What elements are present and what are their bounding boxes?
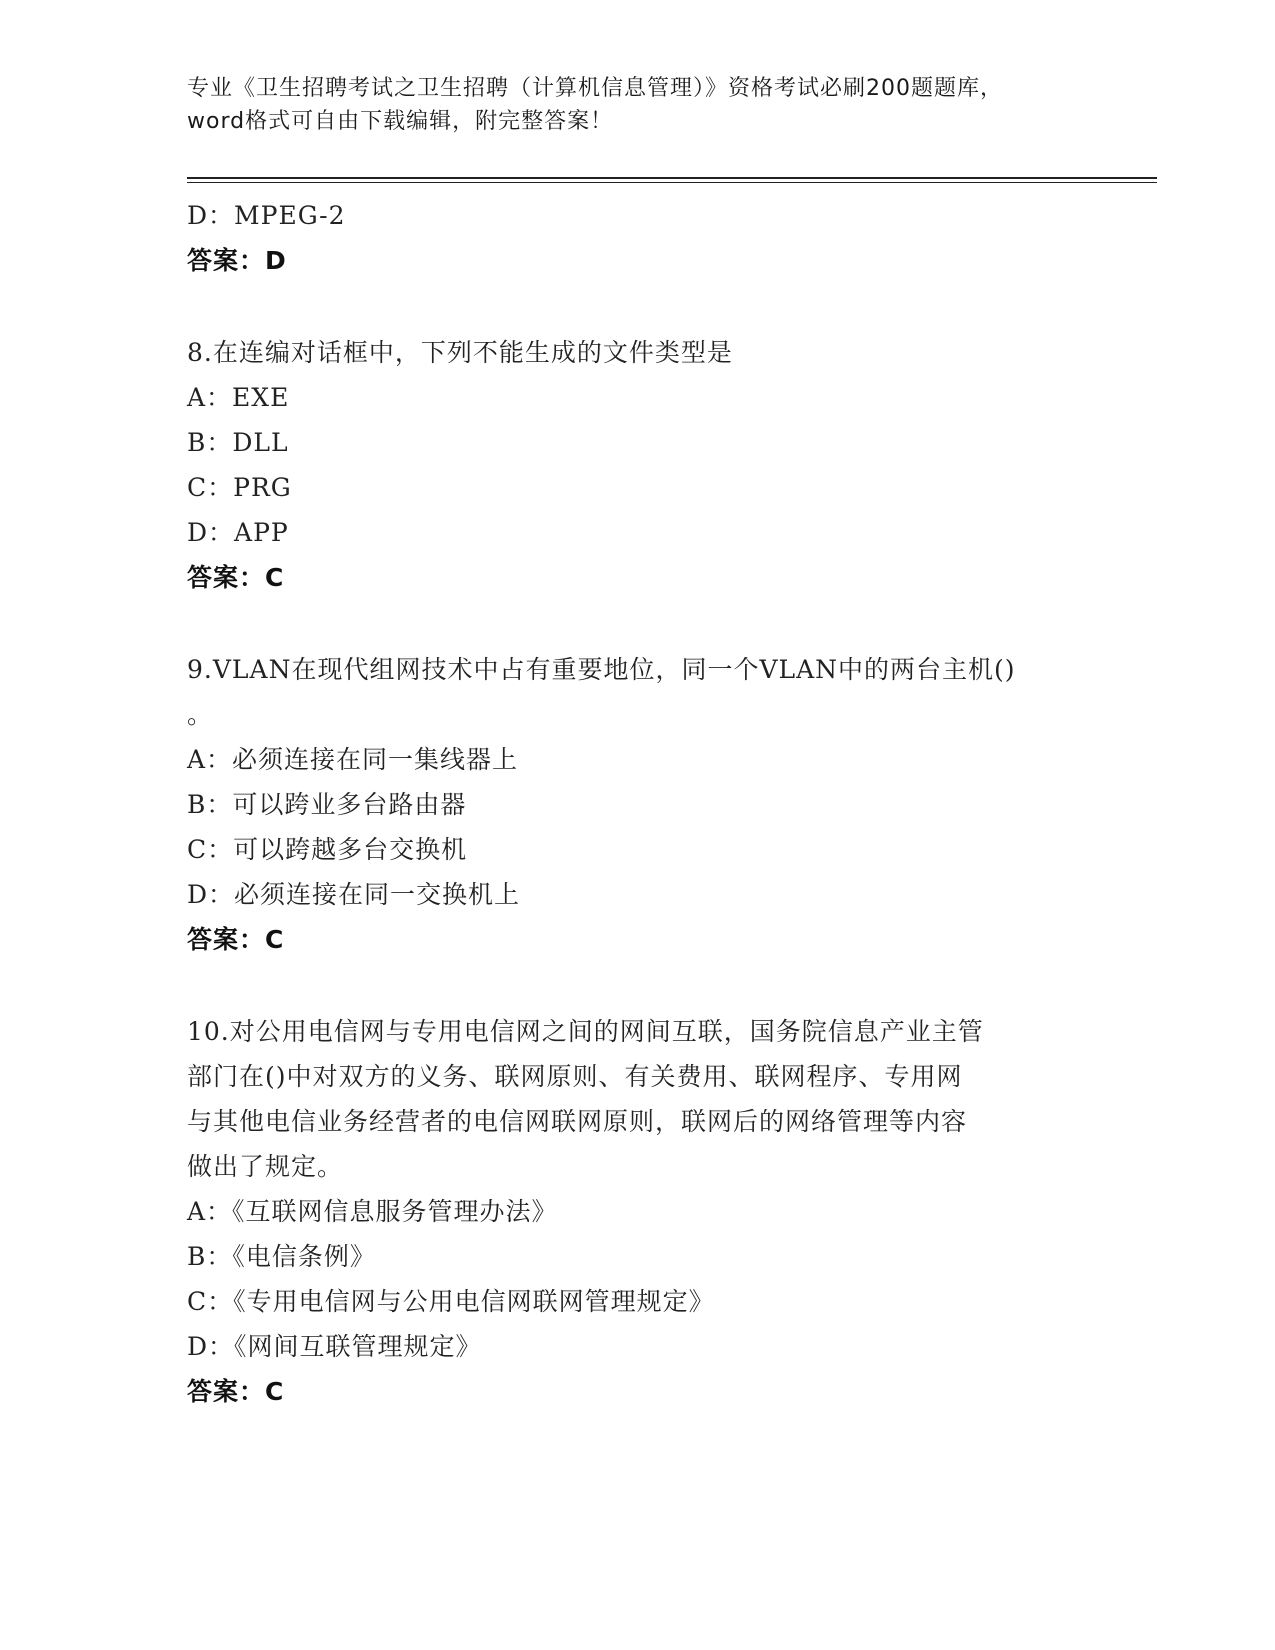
header-line-2: word格式可自由下载编辑，附完整答案！ — [187, 109, 614, 134]
question-content — [187, 193, 1087, 1414]
question-9-option-c: C：可以跨越多台交换机 — [187, 835, 468, 864]
question-8-option-d: D：APP — [187, 518, 289, 547]
spacer — [187, 600, 1087, 647]
question-8-answer: 答案：C — [187, 563, 285, 592]
header-line-1: 专业《卫生招聘考试之卫生招聘（计算机信息管理）》资格考试必刷200题题库， — [187, 76, 1003, 101]
spacer — [187, 962, 1087, 1009]
prev-answer: 答案：D — [187, 246, 287, 275]
question-9-answer: 答案：C — [187, 925, 285, 954]
question-8-option-b: B：DLL — [187, 428, 289, 457]
question-9 — [187, 647, 1087, 962]
question-10-stem-line-3: 与其他电信业务经营者的电信网联网原则，联网后的网络管理等内容 — [187, 1107, 968, 1136]
spacer — [187, 283, 1087, 330]
question-10-option-c: C：《专用电信网与公用电信网联网管理规定》 — [187, 1287, 715, 1316]
question-10-stem-line-4: 做出了规定。 — [187, 1152, 344, 1181]
question-9-stem-line-1: 9.VLAN在现代组网技术中占有重要地位，同一个VLAN中的两台主机() — [187, 655, 1016, 684]
question-9-option-b: B：可以跨业多台路由器 — [187, 790, 467, 819]
document-header — [187, 72, 1087, 138]
question-10-option-b: B：《电信条例》 — [187, 1242, 376, 1271]
header-divider-thin — [187, 182, 1157, 183]
question-10 — [187, 1009, 1087, 1414]
prev-option-d: D：MPEG-2 — [187, 201, 346, 230]
question-10-option-d: D：《网间互联管理规定》 — [187, 1332, 482, 1361]
question-10-option-a: A：《互联网信息服务管理办法》 — [187, 1197, 558, 1226]
question-8-stem: 8.在连编对话框中，下列不能生成的文件类型是 — [187, 338, 733, 367]
question-10-stem-line-2: 部门在()中对双方的义务、联网原则、有关费用、联网程序、专用网 — [187, 1062, 963, 1091]
question-8-option-a: A：EXE — [187, 383, 290, 412]
question-9-option-a: A：必须连接在同一集线器上 — [187, 745, 519, 774]
question-10-answer: 答案：C — [187, 1377, 285, 1406]
question-9-stem-line-2: 。 — [187, 700, 214, 729]
question-9-option-d: D：必须连接在同一交换机上 — [187, 880, 521, 909]
question-8-option-c: C：PRG — [187, 473, 292, 502]
question-10-stem-line-1: 10.对公用电信网与专用电信网之间的网间互联，国务院信息产业主管 — [187, 1017, 984, 1046]
header-divider-thick — [187, 177, 1157, 179]
question-8 — [187, 330, 1087, 600]
